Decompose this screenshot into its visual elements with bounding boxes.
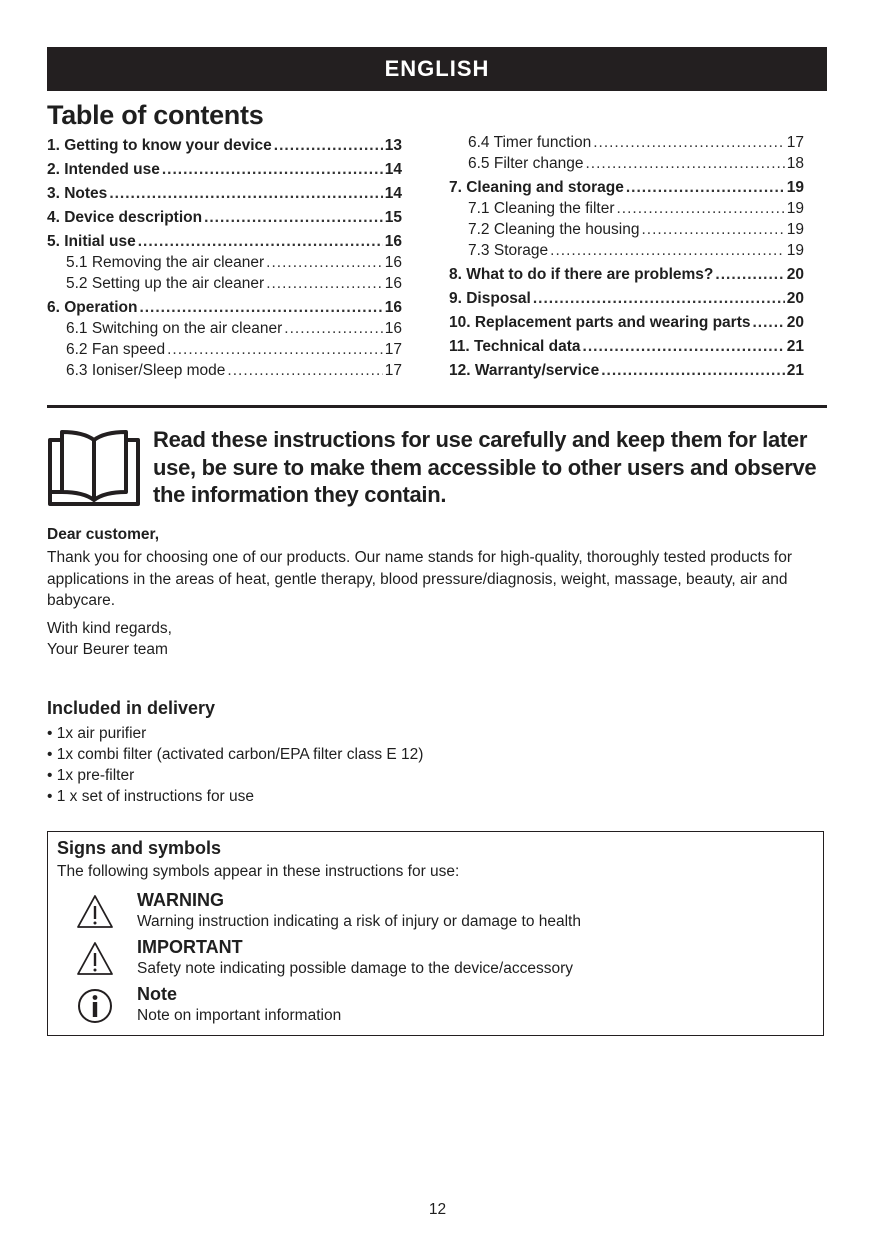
toc-entry-title: 3. Notes bbox=[47, 185, 108, 202]
toc-entry-page: 14 bbox=[384, 185, 402, 202]
toc-leader-dots bbox=[585, 154, 784, 174]
toc-entry-page: 17 bbox=[786, 134, 804, 151]
toc-entry[interactable] bbox=[449, 178, 804, 198]
toc-leader-dots bbox=[601, 361, 785, 381]
toc-entry-page: 21 bbox=[786, 338, 804, 355]
toc-leader-dots bbox=[284, 319, 382, 339]
toc-entry[interactable] bbox=[47, 232, 402, 252]
toc-entry-title: 10. Replacement parts and wearing parts bbox=[449, 314, 751, 331]
toc-entry-page: 13 bbox=[384, 137, 402, 154]
list-item: • 1x pre-filter bbox=[47, 765, 423, 786]
language-banner bbox=[47, 47, 827, 91]
toc-entry-title: 6.1 Switching on the air cleaner bbox=[66, 320, 283, 337]
toc-leader-dots bbox=[139, 298, 382, 318]
toc-leader-dots bbox=[533, 289, 785, 309]
toc-entry-page: 17 bbox=[384, 341, 402, 358]
toc-entry[interactable] bbox=[449, 337, 804, 357]
language-label: ENGLISH bbox=[384, 56, 490, 81]
toc-entry[interactable] bbox=[47, 184, 402, 204]
symbol-name: IMPORTANT bbox=[137, 937, 243, 957]
symbol-description: Safety note indicating possible damage to the device/accessory bbox=[137, 960, 573, 977]
symbols-heading: Signs and symbols bbox=[57, 838, 222, 858]
toc-entry[interactable] bbox=[449, 241, 804, 261]
toc-leader-dots bbox=[204, 208, 383, 228]
toc-entry[interactable] bbox=[47, 253, 402, 273]
toc-entry-title: 6.3 Ioniser/Sleep mode bbox=[66, 362, 226, 379]
toc-entry-title: 11. Technical data bbox=[449, 338, 581, 355]
toc-leader-dots bbox=[266, 274, 383, 294]
toc-left-column bbox=[47, 132, 402, 381]
list-item: • 1x combi filter (activated carbon/EPA filter class E 12) bbox=[47, 744, 423, 765]
toc-leader-dots bbox=[616, 199, 784, 219]
toc-leader-dots bbox=[753, 313, 785, 333]
info-circle-icon bbox=[75, 986, 115, 1026]
toc-entry-title: 5.2 Setting up the air cleaner bbox=[66, 275, 265, 292]
page-number: 12 bbox=[428, 1201, 447, 1218]
toc-entry[interactable] bbox=[47, 208, 402, 228]
symbol-description: Warning instruction indicating a risk of injury or damage to health bbox=[137, 913, 581, 930]
toc-entry-page: 19 bbox=[786, 242, 804, 259]
toc-leader-dots bbox=[642, 220, 785, 240]
greeting: Dear customer, bbox=[47, 526, 159, 543]
toc-entry-page: 16 bbox=[384, 233, 402, 250]
toc-entry[interactable] bbox=[47, 361, 402, 381]
toc-entry-page: 16 bbox=[384, 320, 402, 337]
toc-leader-dots bbox=[227, 361, 382, 381]
toc-entry[interactable] bbox=[449, 313, 804, 333]
delivery-list bbox=[47, 723, 423, 807]
toc-entry-title: 5.1 Removing the air cleaner bbox=[66, 254, 265, 271]
toc-entry[interactable] bbox=[47, 274, 402, 294]
toc-entry-title: 8. What to do if there are problems? bbox=[449, 266, 714, 283]
toc-leader-dots bbox=[550, 241, 785, 261]
toc-entry[interactable] bbox=[47, 298, 402, 318]
toc-entry-page: 17 bbox=[384, 362, 402, 379]
signs-and-symbols-box bbox=[47, 831, 824, 1036]
toc-leader-dots bbox=[109, 184, 382, 204]
section-divider bbox=[47, 405, 827, 408]
closing-line-1: With kind regards, bbox=[47, 620, 172, 637]
toc-entry[interactable] bbox=[449, 220, 804, 240]
toc-entry[interactable] bbox=[47, 136, 402, 156]
toc-entry-title: 2. Intended use bbox=[47, 161, 160, 178]
toc-entry[interactable] bbox=[449, 199, 804, 219]
symbol-description: Note on important information bbox=[137, 1007, 342, 1024]
warning-triangle-icon bbox=[75, 939, 115, 979]
toc-entry-page: 16 bbox=[384, 254, 402, 271]
toc-entry-page: 15 bbox=[384, 209, 402, 226]
toc-entry-page: 20 bbox=[786, 314, 804, 331]
delivery-heading: Included in delivery bbox=[47, 698, 216, 718]
toc-entry-title: 7.3 Storage bbox=[468, 242, 549, 259]
toc-entry[interactable] bbox=[449, 289, 804, 309]
toc-entry-title: 4. Device description bbox=[47, 209, 203, 226]
closing-line-2: Your Beurer team bbox=[47, 641, 168, 658]
toc-entry-title: 6.5 Filter change bbox=[468, 155, 584, 172]
toc-entry-title: 12. Warranty/service bbox=[449, 362, 600, 379]
toc-entry-page: 19 bbox=[786, 179, 804, 196]
toc-entry-page: 19 bbox=[786, 221, 804, 238]
intro-paragraph: Thank you for choosing one of our products. Our name stands for high-quality, thoroughly tested products for applications in the areas of heat, gentle therapy, blood pressure/diagnosis, weight, massage, beauty, air and babycare. bbox=[47, 549, 792, 609]
list-item: • 1 x set of instructions for use bbox=[47, 786, 423, 807]
toc-entry-title: 7.2 Cleaning the housing bbox=[468, 221, 640, 238]
read-instructions-notice: Read these instructions for use carefully and keep them for later use, be sure to make them accessible to other users and observe the information they contain. bbox=[153, 427, 817, 507]
toc-entry-page: 20 bbox=[786, 290, 804, 307]
book-icon bbox=[46, 426, 142, 508]
warning-triangle-icon bbox=[75, 892, 115, 932]
toc-entry-page: 16 bbox=[384, 275, 402, 292]
toc-entry-title: 5. Initial use bbox=[47, 233, 136, 250]
toc-leader-dots bbox=[162, 160, 383, 180]
toc-entry-title: 7.1 Cleaning the filter bbox=[468, 200, 615, 217]
toc-leader-dots bbox=[626, 178, 785, 198]
toc-leader-dots bbox=[266, 253, 383, 273]
toc-entry[interactable] bbox=[47, 319, 402, 339]
toc-entry[interactable] bbox=[449, 133, 804, 153]
toc-entry[interactable] bbox=[47, 160, 402, 180]
toc-leader-dots bbox=[593, 133, 785, 153]
toc-entry-page: 20 bbox=[786, 266, 804, 283]
toc-entry-title: 1. Getting to know your device bbox=[47, 137, 272, 154]
toc-entry[interactable] bbox=[449, 154, 804, 174]
toc-entry[interactable] bbox=[449, 265, 804, 285]
toc-leader-dots bbox=[167, 340, 383, 360]
toc-right-column bbox=[449, 132, 804, 381]
symbols-intro: The following symbols appear in these instructions for use: bbox=[57, 863, 460, 880]
toc-entry-title: 6.2 Fan speed bbox=[66, 341, 166, 358]
list-item: • 1x air purifier bbox=[47, 723, 423, 744]
toc-entry-page: 14 bbox=[384, 161, 402, 178]
toc-entry-title: 7. Cleaning and storage bbox=[449, 179, 624, 196]
toc-leader-dots bbox=[583, 337, 785, 357]
symbol-name: WARNING bbox=[137, 890, 224, 910]
toc-entry[interactable] bbox=[47, 340, 402, 360]
toc-entry[interactable] bbox=[449, 361, 804, 381]
toc-entry-page: 19 bbox=[786, 200, 804, 217]
toc-entry-page: 16 bbox=[384, 299, 402, 316]
toc-title: Table of contents bbox=[47, 100, 264, 130]
toc-entry-title: 6.4 Timer function bbox=[468, 134, 592, 151]
toc-entry-page: 18 bbox=[786, 155, 804, 172]
toc-leader-dots bbox=[715, 265, 784, 285]
toc-leader-dots bbox=[274, 136, 383, 156]
toc-entry-title: 6. Operation bbox=[47, 299, 138, 316]
toc-entry-title: 9. Disposal bbox=[449, 290, 531, 307]
toc-entry-page: 21 bbox=[786, 362, 804, 379]
toc-leader-dots bbox=[138, 232, 383, 252]
symbol-name: Note bbox=[137, 984, 177, 1004]
